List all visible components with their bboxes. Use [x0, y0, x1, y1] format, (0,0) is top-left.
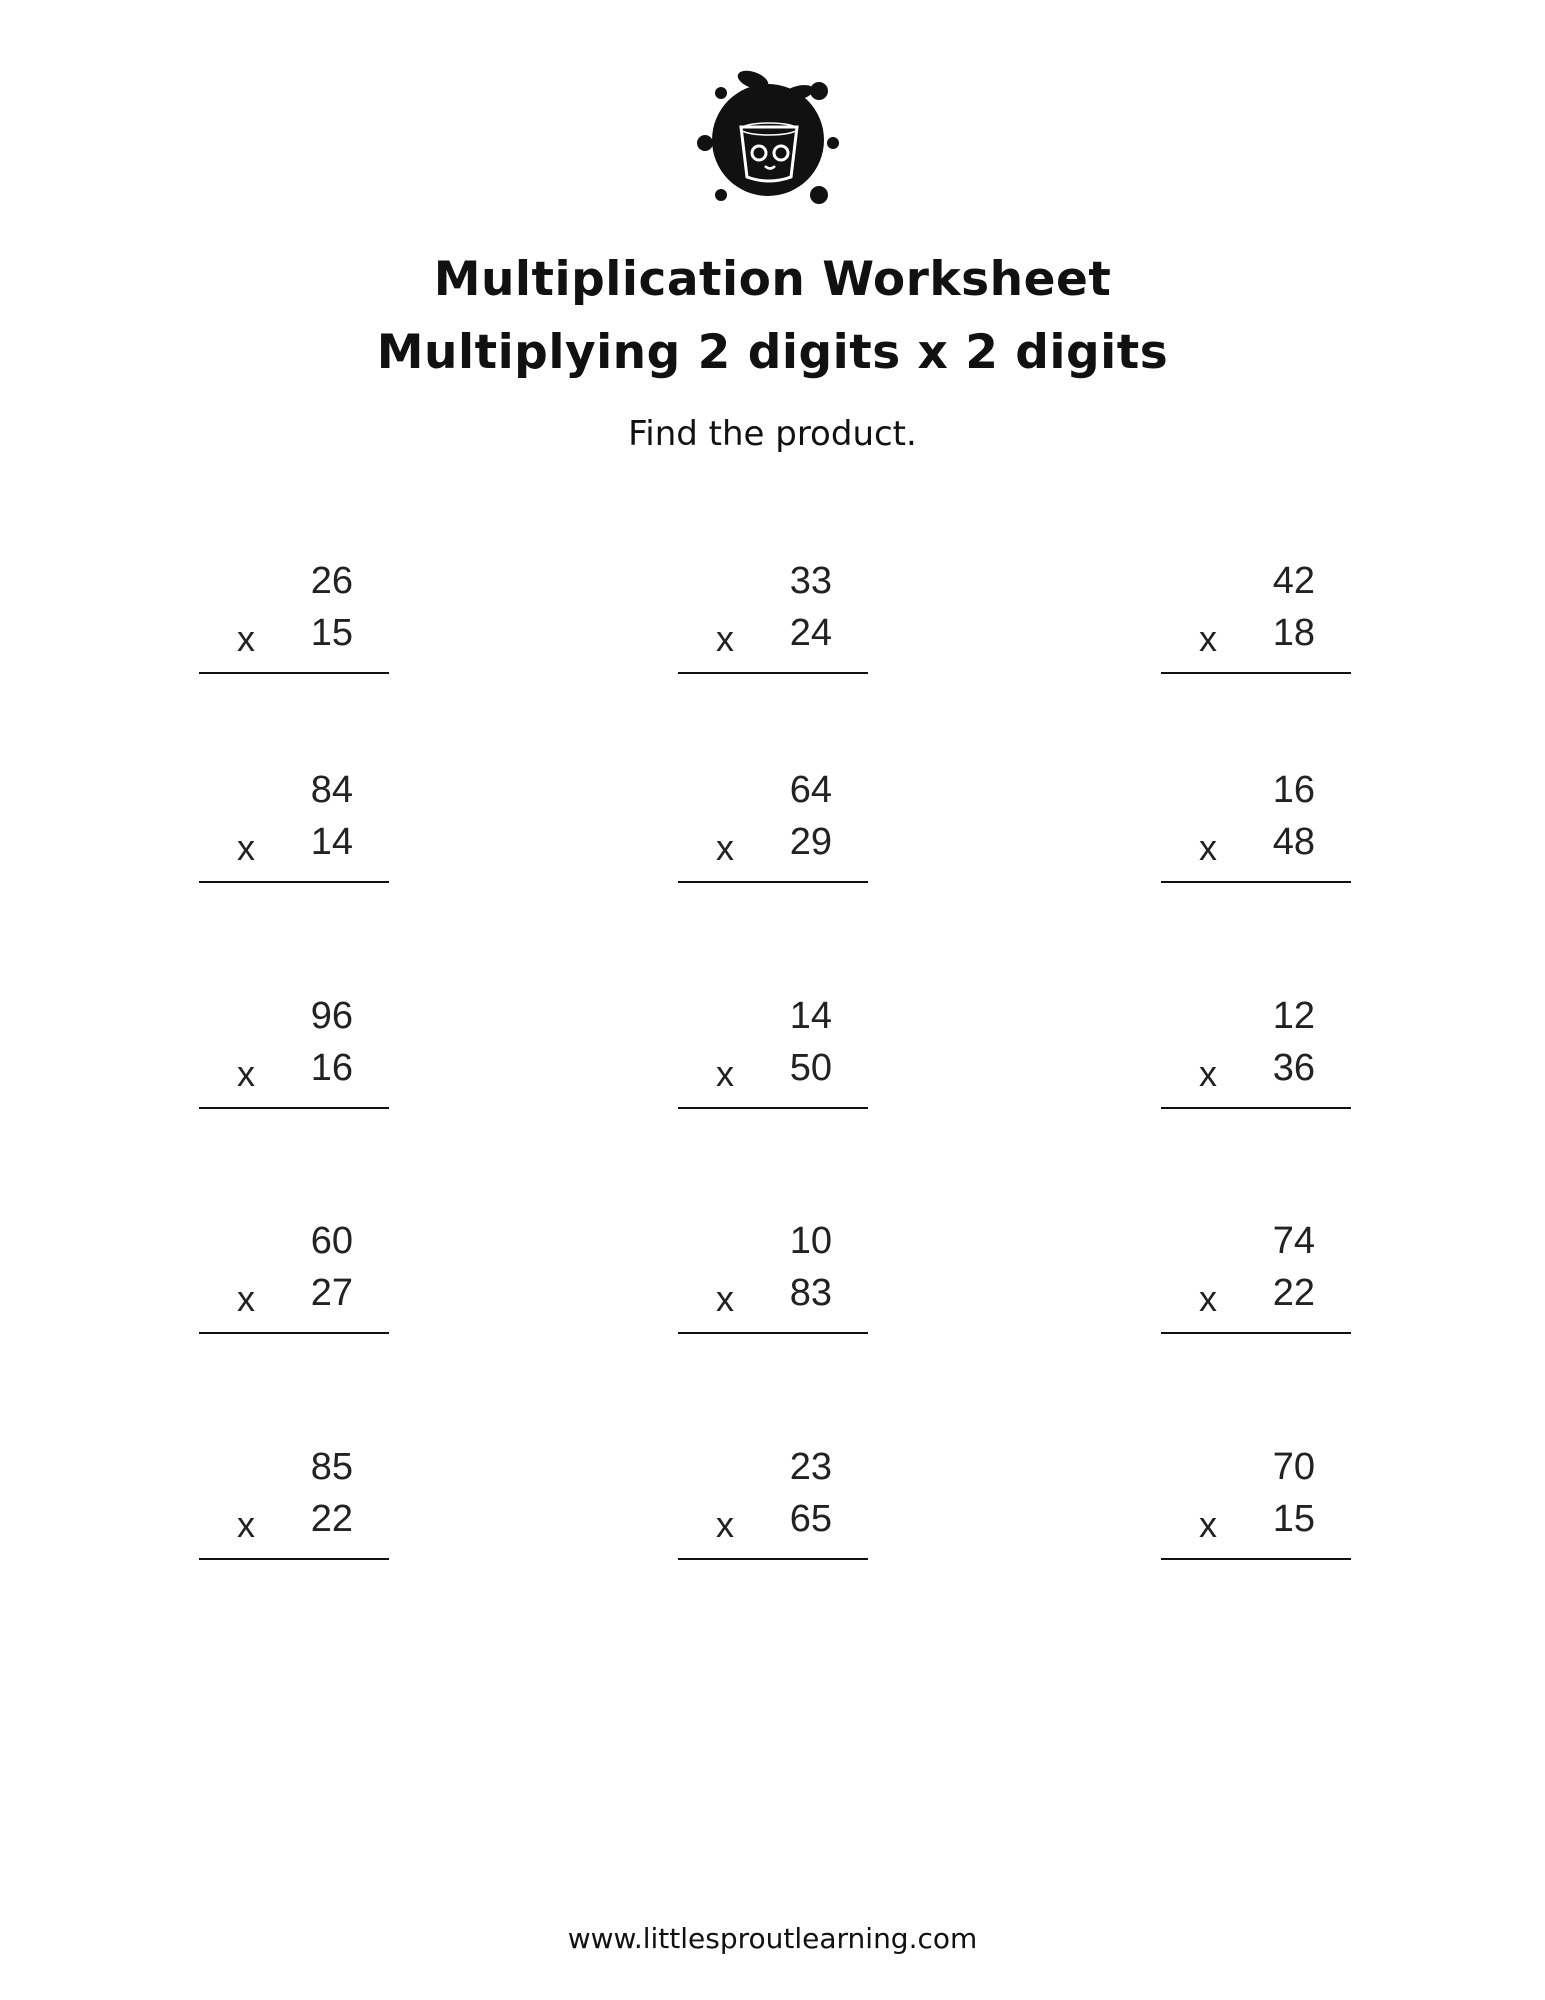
multiplicand: 74: [1272, 1220, 1315, 1262]
problem-14: [678, 1446, 868, 1566]
multiplicand: 60: [310, 1220, 353, 1262]
problem-9: [1161, 995, 1351, 1115]
problem-4: [199, 769, 389, 889]
problem-5: [678, 769, 868, 889]
multiply-sign: x: [1199, 827, 1217, 868]
problem-15: [1161, 1446, 1351, 1566]
problem-3: [1161, 560, 1351, 680]
answer-line: [1161, 1107, 1351, 1109]
multiplier: 22: [310, 1498, 353, 1540]
multiply-sign: x: [716, 827, 734, 868]
worksheet-subtitle: Multiplying 2 digits x 2 digits: [376, 325, 1169, 380]
multiplicand: 12: [1272, 995, 1315, 1037]
answer-line: [1161, 672, 1351, 674]
multiply-sign: x: [716, 1504, 734, 1545]
multiplicand: 26: [310, 560, 353, 602]
multiplicand: 14: [789, 995, 832, 1037]
multiplier: 29: [789, 821, 832, 863]
problem-10: [199, 1220, 389, 1340]
instruction-text: Find the product.: [628, 414, 917, 454]
multiplicand: 85: [310, 1446, 353, 1488]
multiplicand: 64: [789, 769, 832, 811]
problem-6: [1161, 769, 1351, 889]
answer-line: [199, 881, 389, 883]
worksheet-title: Multiplication Worksheet: [433, 252, 1112, 307]
answer-line: [678, 881, 868, 883]
multiplicand: 10: [789, 1220, 832, 1262]
multiply-sign: x: [237, 618, 255, 659]
answer-line: [199, 1332, 389, 1334]
multiply-sign: x: [237, 827, 255, 868]
multiplier: 27: [310, 1272, 353, 1314]
answer-line: [199, 1558, 389, 1560]
multiplier: 83: [789, 1272, 832, 1314]
multiplier: 18: [1272, 612, 1315, 654]
multiplier: 36: [1272, 1047, 1315, 1089]
answer-line: [678, 672, 868, 674]
multiply-sign: x: [716, 1278, 734, 1319]
multiply-sign: x: [716, 618, 734, 659]
multiply-sign: x: [1199, 1504, 1217, 1545]
multiply-sign: x: [716, 1053, 734, 1094]
answer-line: [678, 1558, 868, 1560]
problem-12: [1161, 1220, 1351, 1340]
problem-13: [199, 1446, 389, 1566]
answer-line: [1161, 881, 1351, 883]
multiply-sign: x: [1199, 1278, 1217, 1319]
multiplicand: 42: [1272, 560, 1315, 602]
multiplier: 22: [1272, 1272, 1315, 1314]
answer-line: [199, 672, 389, 674]
multiplier: 48: [1272, 821, 1315, 863]
multiplier: 15: [310, 612, 353, 654]
multiplicand: 84: [310, 769, 353, 811]
problem-2: [678, 560, 868, 680]
multiplicand: 33: [789, 560, 832, 602]
multiply-sign: x: [1199, 618, 1217, 659]
problem-1: [199, 560, 389, 680]
problem-7: [199, 995, 389, 1115]
multiply-sign: x: [1199, 1053, 1217, 1094]
multiplier: 16: [310, 1047, 353, 1089]
sprout-pot-logo-icon: [683, 55, 853, 215]
answer-line: [1161, 1332, 1351, 1334]
answer-line: [1161, 1558, 1351, 1560]
multiplier: 24: [789, 612, 832, 654]
problem-11: [678, 1220, 868, 1340]
multiplier: 14: [310, 821, 353, 863]
multiplicand: 23: [789, 1446, 832, 1488]
problem-8: [678, 995, 868, 1115]
multiplier: 65: [789, 1498, 832, 1540]
multiply-sign: x: [237, 1504, 255, 1545]
multiplier: 50: [789, 1047, 832, 1089]
answer-line: [199, 1107, 389, 1109]
multiply-sign: x: [237, 1278, 255, 1319]
answer-line: [678, 1332, 868, 1334]
answer-line: [678, 1107, 868, 1109]
multiply-sign: x: [237, 1053, 255, 1094]
website-footer: www.littlesproutlearning.com: [567, 1922, 978, 1955]
multiplicand: 70: [1272, 1446, 1315, 1488]
multiplicand: 96: [310, 995, 353, 1037]
multiplicand: 16: [1272, 769, 1315, 811]
multiplier: 15: [1272, 1498, 1315, 1540]
